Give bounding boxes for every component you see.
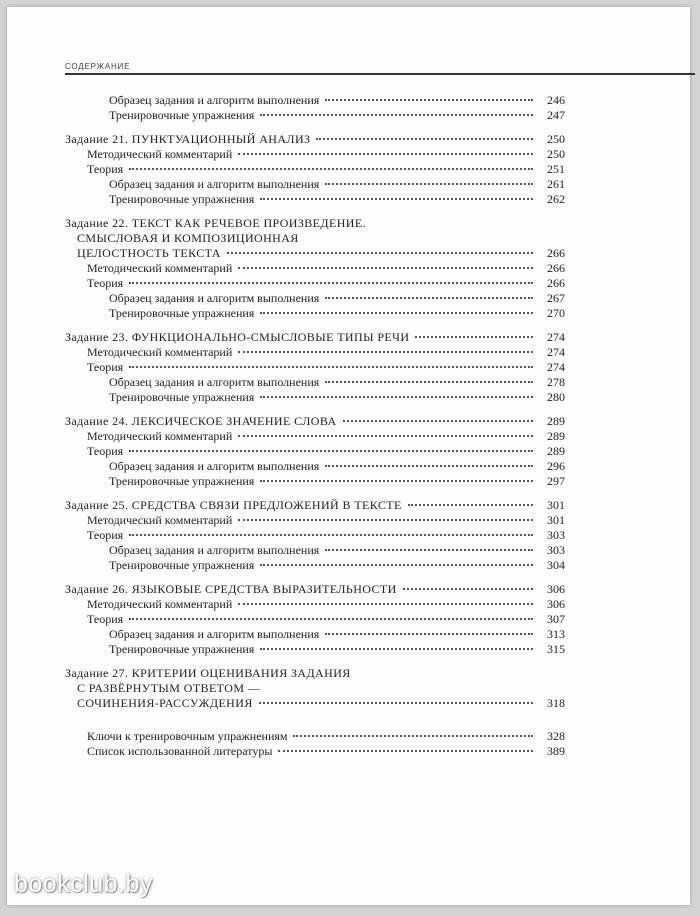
dot-leader xyxy=(238,435,533,437)
toc-entry: Тренировочные упражнения 262 xyxy=(109,192,565,206)
toc-task-24: Задание 24. ЛЕКСИЧЕСКОЕ ЗНАЧЕНИЕ СЛОВА 289 xyxy=(65,414,565,428)
dot-leader xyxy=(238,603,533,605)
bookclub-watermark: bookclub.by xyxy=(14,870,153,898)
dot-leader xyxy=(278,750,533,752)
dot-leader xyxy=(238,519,533,521)
dot-leader xyxy=(293,735,533,737)
dot-leader xyxy=(325,381,533,383)
toc-task-27: Задание 27. КРИТЕРИИ ОЦЕНИВАНИЯ ЗАДАНИЯ С РАЗВЁРНУТЫМ ОТВЕТОМ — СОЧИНЕНИЯ-РАССУЖДЕНИЯ 318 xyxy=(65,666,565,710)
dot-leader xyxy=(129,168,533,170)
toc-entry: Тренировочные упражнения 297 xyxy=(109,474,565,488)
dot-leader xyxy=(129,618,533,620)
dot-leader xyxy=(260,648,533,650)
dot-leader xyxy=(325,633,533,635)
dot-leader xyxy=(259,702,533,704)
toc-entry: Методический комментарий 289 xyxy=(87,429,565,443)
toc-entry: Методический комментарий 301 xyxy=(87,513,565,527)
dot-leader xyxy=(227,252,533,254)
toc-entry: Теория 307 xyxy=(87,612,565,626)
toc-entry: Тренировочные упражнения 247 xyxy=(109,108,565,122)
dot-leader xyxy=(343,420,533,422)
toc-entry: Методический комментарий 266 xyxy=(87,261,565,275)
toc-entry: Методический комментарий 306 xyxy=(87,597,565,611)
dot-leader xyxy=(129,450,533,452)
toc-entry: Образец задания и алгоритм выполнения 296 xyxy=(109,459,565,473)
toc-entry: Образец задания и алгоритм выполнения 261 xyxy=(109,177,565,191)
toc-entry: Образец задания и алгоритм выполнения 303 xyxy=(109,543,565,557)
toc-entry: Тренировочные упражнения 315 xyxy=(109,642,565,656)
toc-task-25: Задание 25. СРЕДСТВА СВЯЗИ ПРЕДЛОЖЕНИЙ В ТЕКСТЕ 301 xyxy=(65,498,565,512)
running-head: СОДЕРЖАНИЕ xyxy=(65,62,131,71)
toc-task-21: Задание 21. ПУНКТУАЦИОННЫЙ АНАЛИЗ 250 xyxy=(65,132,565,146)
dot-leader xyxy=(260,564,533,566)
header-rule xyxy=(65,73,695,75)
toc-entry: Образец задания и алгоритм выполнения 246 xyxy=(109,93,565,107)
toc-entry: Тренировочные упражнения 280 xyxy=(109,390,565,404)
toc-task-23: Задание 23. ФУНКЦИОНАЛЬНО-СМЫСЛОВЫЕ ТИПЫ РЕЧИ 274 xyxy=(65,330,565,344)
toc-entry: Теория 274 xyxy=(87,360,565,374)
toc-task-26: Задание 26. ЯЗЫКОВЫЕ СРЕДСТВА ВЫРАЗИТЕЛЬНОСТИ 306 xyxy=(65,582,565,596)
toc-appendix-keys: Ключи к тренировочным упражнениям 328 xyxy=(87,729,565,743)
toc-entry: Теория 289 xyxy=(87,444,565,458)
toc-entry: Тренировочные упражнения 304 xyxy=(109,558,565,572)
dot-leader xyxy=(260,480,533,482)
dot-leader xyxy=(260,312,533,314)
table-of-contents xyxy=(65,93,565,759)
book-page xyxy=(7,7,690,905)
toc-entry: Образец задания и алгоритм выполнения 278 xyxy=(109,375,565,389)
dot-leader xyxy=(325,99,533,101)
dot-leader xyxy=(129,534,533,536)
toc-appendix-literature: Список использованной литературы 389 xyxy=(87,744,565,758)
dot-leader xyxy=(415,336,533,338)
dot-leader xyxy=(325,549,533,551)
dot-leader xyxy=(325,465,533,467)
dot-leader xyxy=(129,366,533,368)
toc-entry: Теория 266 xyxy=(87,276,565,290)
dot-leader xyxy=(403,588,533,590)
toc-entry: Тренировочные упражнения 270 xyxy=(109,306,565,320)
dot-leader xyxy=(129,282,533,284)
dot-leader xyxy=(325,297,533,299)
dot-leader xyxy=(325,183,533,185)
toc-task-22: Задание 22. ТЕКСТ КАК РЕЧЕВОЕ ПРОИЗВЕДЕНИЕ. СМЫСЛОВАЯ И КОМПОЗИЦИОННАЯ ЦЕЛОСТНОСТЬ ТЕКСТА 266 xyxy=(65,216,565,260)
toc-entry: Теория 303 xyxy=(87,528,565,542)
toc-entry: Образец задания и алгоритм выполнения 313 xyxy=(109,627,565,641)
dot-leader xyxy=(238,267,533,269)
dot-leader xyxy=(260,198,533,200)
dot-leader xyxy=(238,153,533,155)
toc-entry: Образец задания и алгоритм выполнения 267 xyxy=(109,291,565,305)
dot-leader xyxy=(260,114,533,116)
dot-leader xyxy=(238,351,533,353)
toc-entry: Методический комментарий 274 xyxy=(87,345,565,359)
toc-entry: Теория 251 xyxy=(87,162,565,176)
dot-leader xyxy=(260,396,533,398)
toc-entry: Методический комментарий 250 xyxy=(87,147,565,161)
dot-leader xyxy=(408,504,533,506)
dot-leader xyxy=(316,138,533,140)
